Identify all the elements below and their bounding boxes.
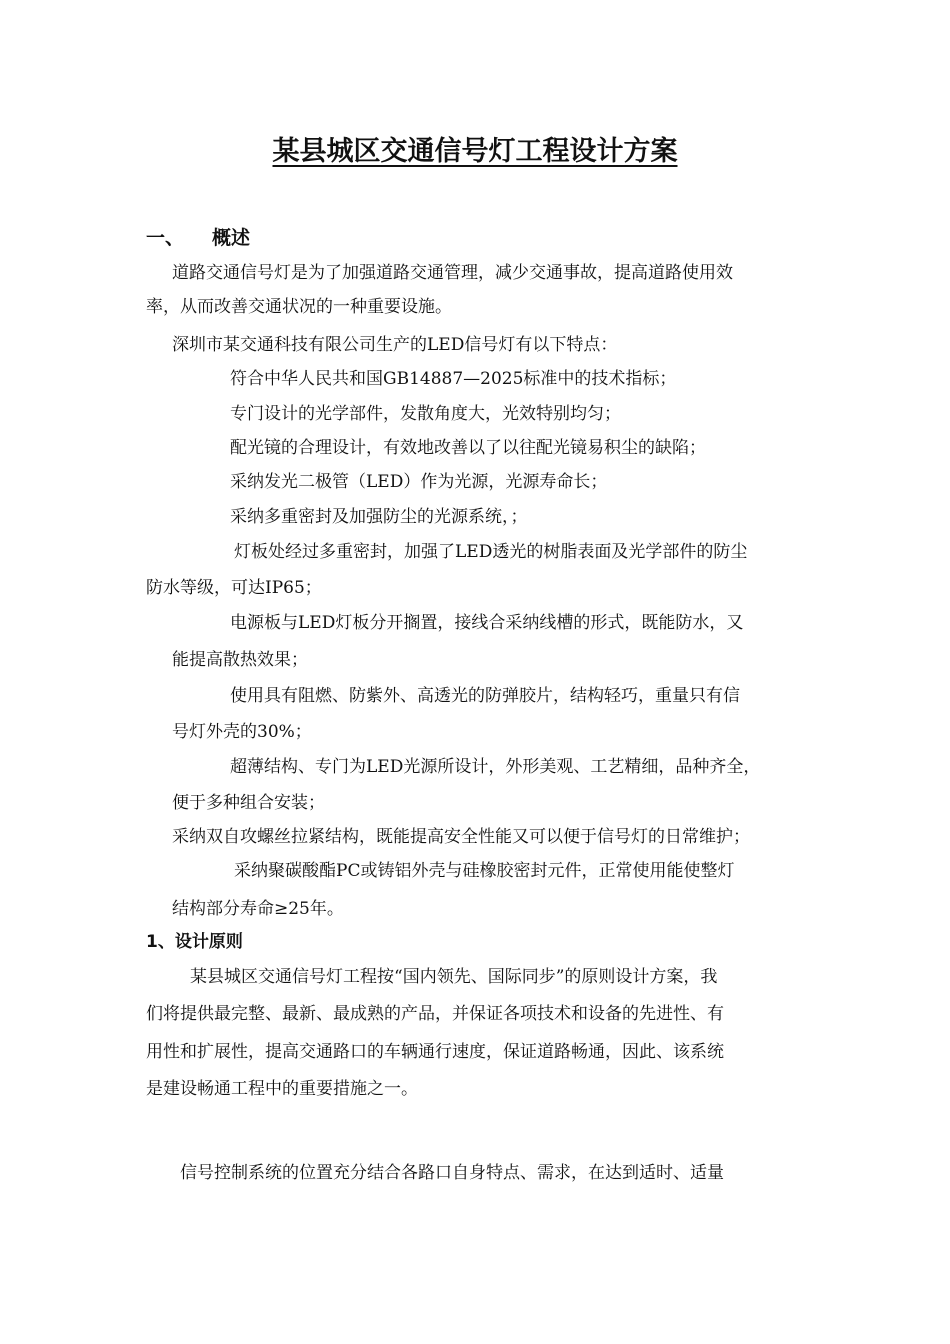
feature-item: 超薄结构、专门为LED光源所设计，外形美观、工艺精细，品种齐全， bbox=[230, 757, 761, 777]
paragraph-line: 率，从而改善交通状况的一种重要设施。 bbox=[146, 297, 452, 317]
feature-item: 采纳多重密封及加强防尘的光源系统，； bbox=[230, 507, 528, 527]
feature-item-continued: 便于多种组合安装； bbox=[172, 793, 325, 813]
feature-item: 灯板处经过多重密封，加强了LED透光的树脂表面及光学部件的防尘 bbox=[234, 542, 748, 562]
feature-item-continued: 防水等级，可达IP65； bbox=[146, 578, 322, 598]
feature-item: 采纳双自攻螺丝拉紧结构，既能提高安全性能又可以便于信号灯的日常维护； bbox=[172, 827, 750, 847]
features-lead: 深圳市某交通科技有限公司生产的LED信号灯有以下特点： bbox=[172, 335, 618, 355]
feature-item: 专门设计的光学部件，发散角度大，光效特别均匀； bbox=[230, 404, 621, 424]
paragraph-line: 信号控制系统的位置充分结合各路口自身特点、需求，在达到适时、适量 bbox=[180, 1163, 724, 1183]
feature-item: 电源板与LED灯板分开搁置，接线合采纳线槽的形式，既能防水，又 bbox=[230, 613, 744, 633]
feature-item: 采纳聚碳酸酯PC或铸铝外壳与硅橡胶密封元件，正常使用能使整灯 bbox=[234, 861, 735, 881]
feature-item: 采纳发光二极管（LED）作为光源，光源寿命长； bbox=[230, 472, 608, 492]
feature-item-continued: 号灯外壳的30%； bbox=[172, 722, 312, 742]
feature-item-continued: 结构部分寿命≥25年。 bbox=[172, 899, 344, 919]
feature-item: 符合中华人民共和国GB14887—2025标准中的技术指标； bbox=[230, 369, 677, 389]
feature-item-continued: 能提高散热效果； bbox=[172, 650, 308, 670]
paragraph-line: 是建设畅通工程中的重要措施之一。 bbox=[146, 1079, 418, 1099]
feature-item: 配光镜的合理设计，有效地改善以了以往配光镜易积尘的缺陷； bbox=[230, 438, 706, 458]
section-number: 一、 bbox=[146, 227, 185, 249]
paragraph-line: 们将提供最完整、最新、最成熟的产品，并保证各项技术和设备的先进性、有 bbox=[146, 1004, 724, 1024]
paragraph-line: 用性和扩展性，提高交通路口的车辆通行速度，保证道路畅通，因此、该系统 bbox=[146, 1042, 724, 1062]
section-heading-overview bbox=[146, 226, 250, 250]
paragraph-line: 道路交通信号灯是为了加强道路交通管理，减少交通事故，提高道路使用效 bbox=[172, 263, 733, 283]
paragraph-line: 某县城区交通信号灯工程按“国内领先、国际同步”的原则设计方案，我 bbox=[190, 967, 718, 987]
section-heading-text: 概述 bbox=[212, 227, 251, 249]
feature-item: 使用具有阻燃、防紫外、高透光的防弹胶片，结构轻巧，重量只有信 bbox=[230, 686, 740, 706]
section-heading-design-principle: 1、设计原则 bbox=[146, 932, 243, 952]
document-title: 某县城区交通信号灯工程设计方案 bbox=[272, 136, 678, 167]
